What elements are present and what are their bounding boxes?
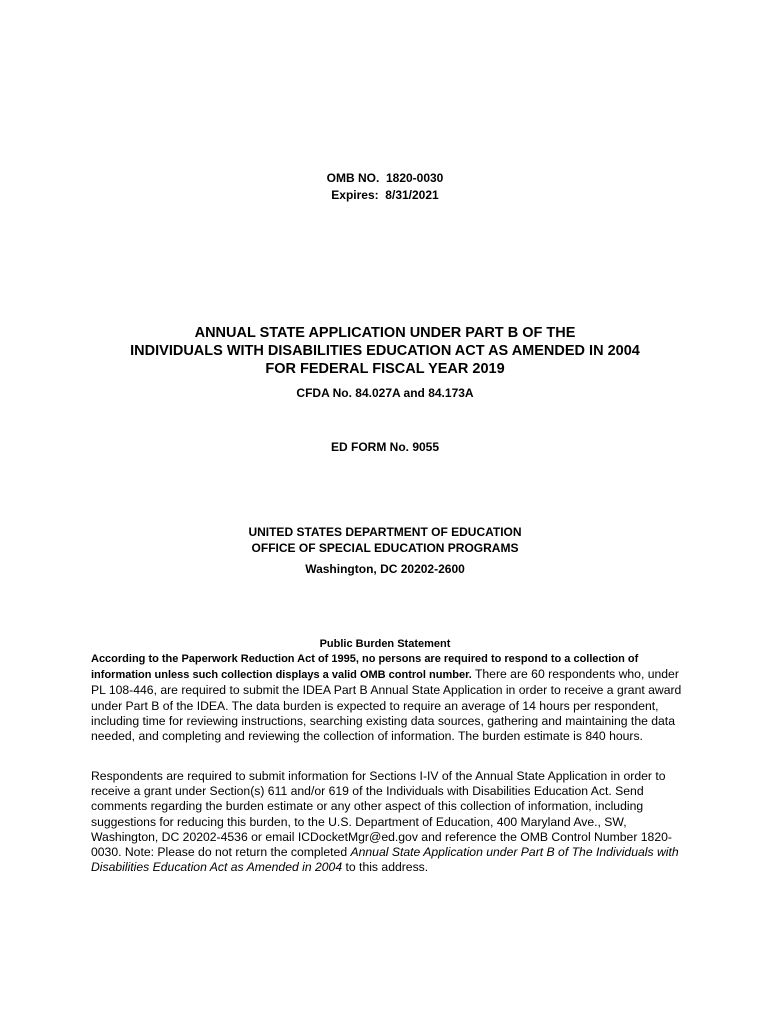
burden-statement-heading: Public Burden Statement [319,638,451,650]
burden-paragraph-1 [91,651,683,744]
department-name: UNITED STATES DEPARTMENT OF EDUCATION [248,525,522,539]
burden-paragraph-2 [91,769,683,875]
title-line-1: ANNUAL STATE APPLICATION UNDER PART B OF THE [194,325,576,341]
burden-paragraph-1-bold: According to the Paperwork Reduction Act of 1995, no persons are required to respond to a collection of information unless such collection displays a valid OMB control number. [91,653,639,682]
burden-paragraph-1-rest: There are 60 respondents who, under PL 108-446, are required to submit the IDEA Part B Annual State Application in order to receive a grant award under Part B of the IDEA. The data burden is expected to require an average of 14 hours per respondent, including time for reviewing instructions, searching existing data sources, gathering and maintaining the data needed, and completing and reviewing the collection of information. The burden estimate is 840 hours. [91,667,682,744]
burden-paragraph-2-end: to this address. [342,860,429,875]
document-title [0,324,770,378]
department-block [0,524,770,556]
burden-paragraph-2-italic: Annual State Application under Part B of The Individuals with Disabilities Education Act as Amended in 2004 [91,845,679,875]
department-address: Washington, DC 20202-2600 [305,562,465,576]
office-name: OFFICE OF SPECIAL EDUCATION PROGRAMS [251,541,519,555]
ed-form-number: ED FORM No. 9055 [330,440,440,454]
expiration-date: Expires: 8/31/2021 [331,188,439,202]
omb-number: OMB NO. 1820-0030 [326,171,444,185]
title-line-3: FOR FEDERAL FISCAL YEAR 2019 [265,361,505,377]
omb-header [0,170,770,204]
cfda-number: CFDA No. 84.027A and 84.173A [296,386,474,400]
title-line-2: INDIVIDUALS WITH DISABILITIES EDUCATION ACT AS AMENDED IN 2004 [130,343,640,359]
burden-paragraph-2-text: Respondents are required to submit information for Sections I-IV of the Annual State Application in order to receive a grant under Section(s) 611 and/or 619 of the Individuals with Disabilities Education Act. Send comments regarding the burden estimate or any other aspect of this collection of information, including suggestions for reducing this burden, to the U.S. Department of Education, 400 Maryland Ave., SW, Washington, DC 20202-4536 or email ICDocketMgr@ed.gov and reference the OMB Control Number 1820-0030. Note: Please do not return the completed [91,769,672,860]
